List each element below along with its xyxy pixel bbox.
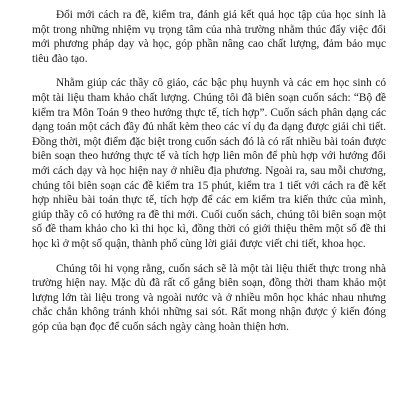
paragraph-3: Chúng tôi hi vọng rằng, cuốn sách sẽ là một tài liệu thiết thực trong nhà trường hiện nay. Mặc dù đã rất cố gắng biên soạn, đồng thời tham khảo một lượng lớn tài liệu trong và ngoài nước và ở nhiều môn học khác nhau nhưng chắc chắn không tránh khỏi những sai sót. Rất mong nhận được ý kiến đóng góp của bạn đọc để cuốn sách ngày càng hoàn thiện hơn. xyxy=(32,262,386,333)
paragraph-1: Đổi mới cách ra đề, kiểm tra, đánh giá kết quả học tập của học sinh là một trong những nhiệm vụ trọng tâm của nhà trường nhằm thúc đẩy việc đổi mới phương pháp dạy và học, góp phần nâng cao chất lượng, đảm bảo mục tiêu đào tạo. xyxy=(32,9,386,65)
paragraph-2: Nhằm giúp các thầy cô giáo, các bậc phụ huynh và các em học sinh có một tài liệu tham khảo chất lượng. Chúng tôi đã biên soạn cuốn sách: “Bộ đề kiểm tra Môn Toán 9 theo hướng thực tế, tích hợp”. Cuốn sách phân dạng các dạng toán một cách đầy đủ nhất kèm theo các ví dụ đa dạng được giải chi tiết. Đồng thời, một điểm đặc biệt trong cuốn sách đó là có rất nhiều bài toán được biên soạn theo hướng thực tế và tích hợp liên môn để phù hợp với hướng đổi mới cách dạy và học hiện nay ở nhiều địa phương. Ngoài ra, sau mỗi chương, chúng tôi biên soạn các đề kiểm tra 15 phút, kiểm tra 1 tiết với cách ra đề kết hợp nhiều bài toán thực tế, tích hợp để các em kiểm tra kiến thức của mình, giúp thầy cô có hướng ra đề thi mới. Cuối cuốn sách, chúng tôi biên soạn một số đề tham khảo cho kì thi học kì, đồng thời có giới thiệu thêm một số đề thi học kì ở một số quận, thành phố cùng lời giải được viết chi tiết, khoa học. xyxy=(32,77,386,250)
